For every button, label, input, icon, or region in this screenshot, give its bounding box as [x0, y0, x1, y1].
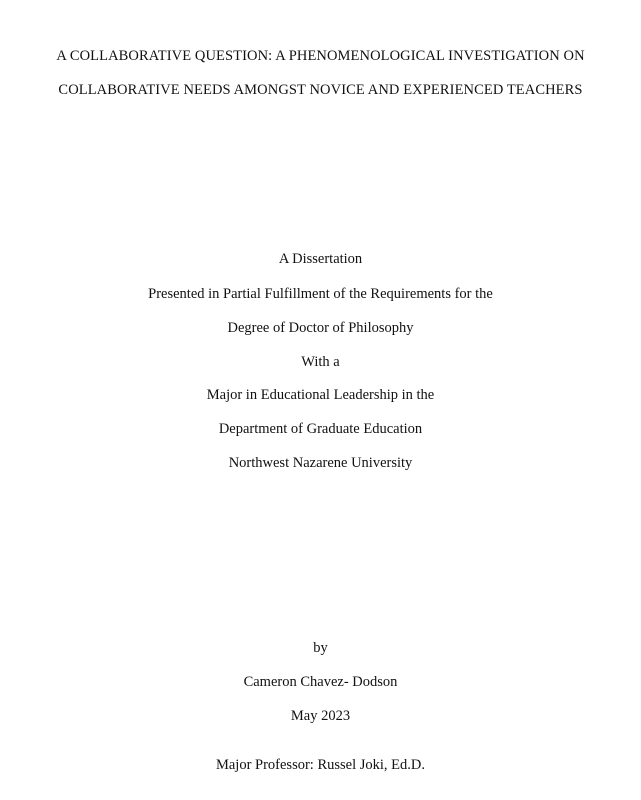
title-line-1: A COLLABORATIVE QUESTION: A PHENOMENOLOGICAL INVESTIGATION ON — [56, 48, 585, 64]
author-name: Cameron Chavez- Dodson — [243, 674, 398, 690]
by-text: by — [313, 640, 328, 656]
degree-name: Degree of Doctor of Philosophy — [227, 320, 414, 336]
submission-date: May 2023 — [290, 708, 351, 724]
department-name: Department of Graduate Education — [218, 421, 423, 437]
title-line-2: COLLABORATIVE NEEDS AMONGST NOVICE AND EXPERIENCED TEACHERS — [58, 82, 583, 98]
presented-statement: Presented in Partial Fulfillment of the Requirements for the — [148, 286, 493, 302]
university-name: Northwest Nazarene University — [228, 455, 413, 471]
with-a-text: With a — [301, 354, 340, 370]
document-type: A Dissertation — [278, 251, 363, 267]
major-professor: Major Professor: Russel Joki, Ed.D. — [215, 757, 426, 773]
major-statement: Major in Educational Leadership in the — [206, 387, 435, 403]
